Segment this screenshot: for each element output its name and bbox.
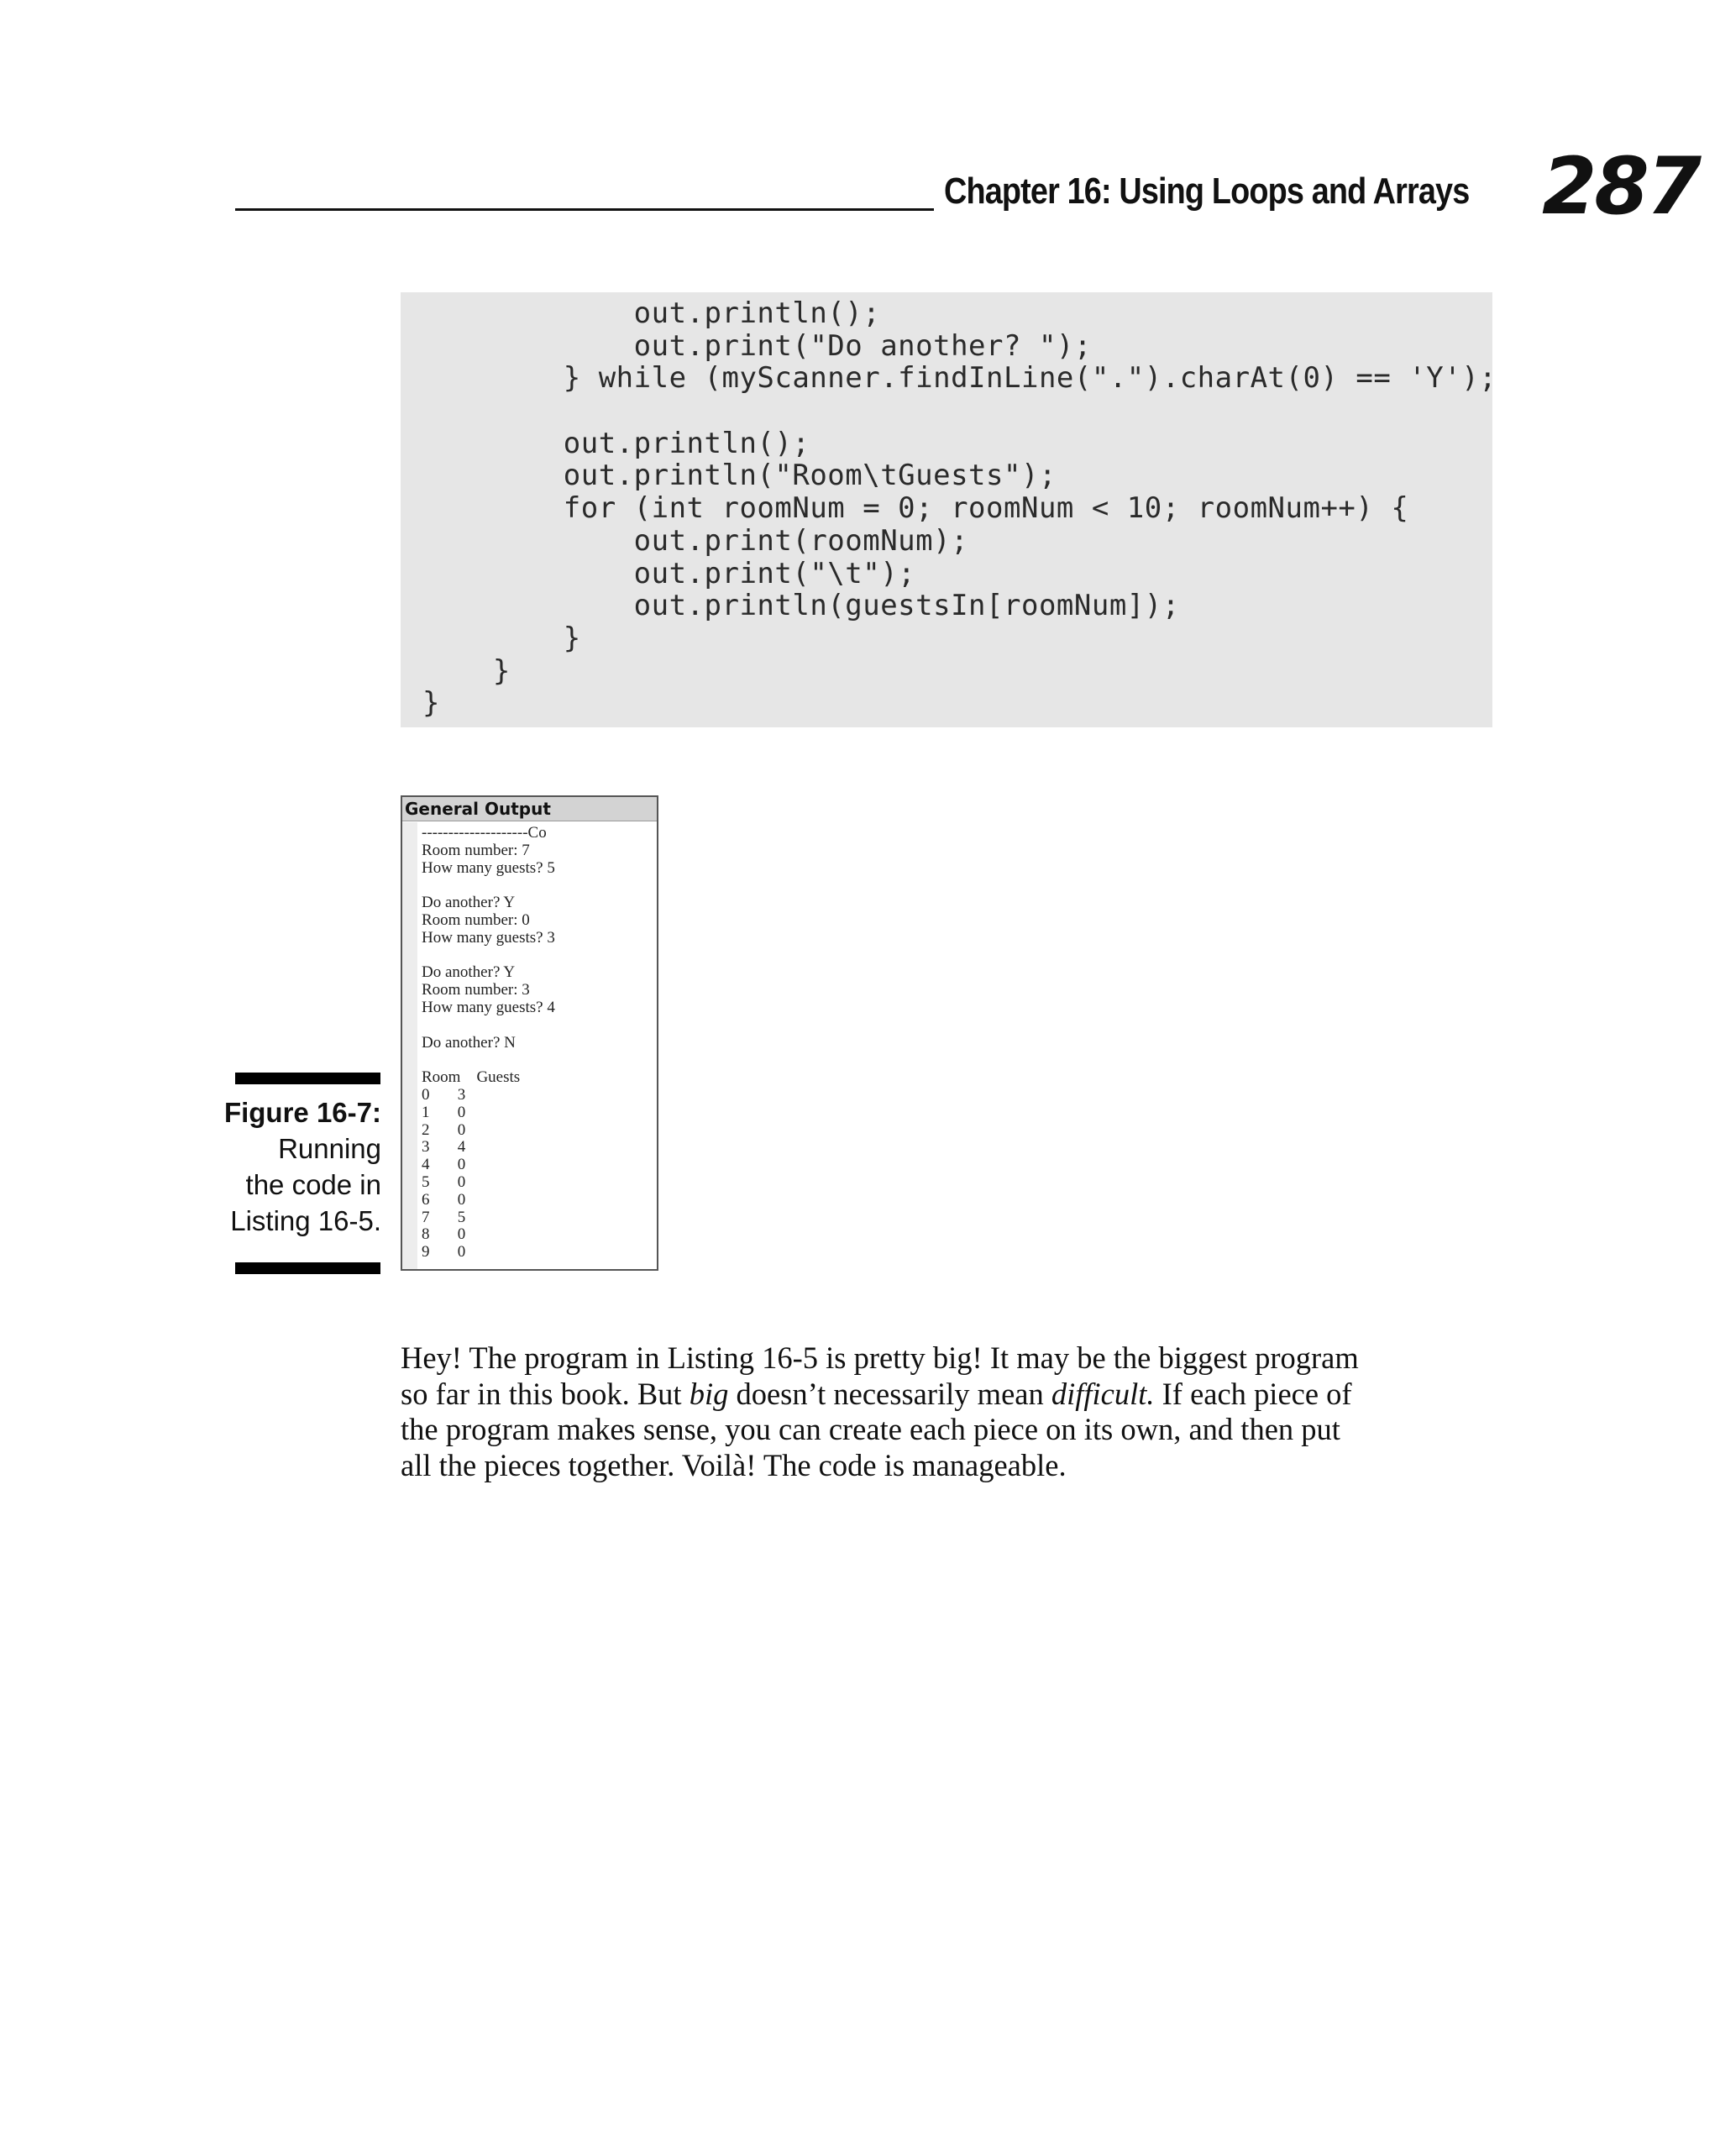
output-line: 4 0 bbox=[422, 1156, 466, 1174]
figure-caption-line: Running bbox=[278, 1133, 381, 1164]
body-text: the program makes sense, you can create each piece on its own, and then put bbox=[401, 1412, 1340, 1446]
output-line: --------------------Co bbox=[422, 824, 547, 842]
output-line: 0 3 bbox=[422, 1085, 466, 1104]
output-line bbox=[422, 1052, 658, 1069]
body-text: so far in this book. But bbox=[401, 1376, 690, 1411]
code-line: } while (myScanner.findInLine(".").charAt(0) == 'Y'); bbox=[422, 361, 1497, 396]
output-line bbox=[422, 877, 658, 894]
emphasis-big: big bbox=[689, 1376, 729, 1411]
code-line: out.println(); bbox=[422, 296, 881, 330]
output-line: How many guests? 4 bbox=[422, 998, 555, 1016]
output-line: How many guests? 5 bbox=[422, 858, 555, 877]
code-line: out.println("Room\tGuests"); bbox=[422, 459, 1057, 493]
figure-caption bbox=[220, 1094, 381, 1239]
output-line bbox=[422, 947, 658, 965]
code-line: out.print("\t"); bbox=[422, 556, 916, 590]
emphasis-difficult: difficult. bbox=[1051, 1376, 1155, 1411]
figure-caption-line: Listing 16-5. bbox=[230, 1205, 381, 1236]
code-line: out.println(); bbox=[422, 426, 810, 460]
output-line: 7 5 bbox=[422, 1208, 466, 1226]
body-text: all the pieces together. Voilà! The code is manageable. bbox=[401, 1447, 1067, 1482]
body-text: doesn’t necessarily mean bbox=[728, 1376, 1051, 1411]
output-line: Do another? Y bbox=[422, 963, 516, 982]
body-line bbox=[401, 1412, 1501, 1448]
output-line: Do another? Y bbox=[422, 894, 516, 912]
output-line: 6 0 bbox=[422, 1190, 466, 1209]
page-number: 287 bbox=[1542, 141, 1700, 233]
output-line: Room Guests bbox=[422, 1068, 521, 1087]
figure-caption-bottom-bar bbox=[235, 1262, 380, 1274]
body-line bbox=[401, 1377, 1501, 1413]
output-line: Room number: 3 bbox=[422, 981, 530, 999]
output-text bbox=[422, 825, 658, 1262]
code-line: out.print(roomNum); bbox=[422, 523, 969, 558]
code-line: out.print("Do another? "); bbox=[422, 328, 1092, 363]
output-window-title: General Output bbox=[402, 797, 657, 821]
body-text: Hey! The program in Listing 16-5 is pretty big! It may be the biggest program bbox=[401, 1340, 1359, 1375]
chapter-title: Chapter 16: Using Loops and Arrays bbox=[944, 170, 1470, 212]
output-line: 2 0 bbox=[422, 1120, 466, 1139]
output-line: Room number: 7 bbox=[422, 841, 530, 859]
code-line: out.println(guestsIn[roomNum]); bbox=[422, 589, 1180, 623]
output-line: How many guests? 3 bbox=[422, 928, 555, 947]
output-line: 3 4 bbox=[422, 1138, 466, 1157]
code-line: for (int roomNum = 0; roomNum < 10; roomNum++) { bbox=[422, 491, 1409, 526]
general-output-window bbox=[401, 795, 658, 1271]
output-gutter bbox=[402, 822, 417, 1269]
code-line bbox=[422, 395, 1492, 428]
header-rule bbox=[235, 208, 934, 211]
output-line bbox=[422, 1017, 658, 1035]
code-line: } bbox=[422, 686, 440, 721]
figure-label: Figure 16-7: bbox=[223, 1097, 381, 1128]
figure-caption-top-bar bbox=[235, 1073, 380, 1084]
code-line: } bbox=[422, 653, 511, 688]
body-paragraph bbox=[401, 1340, 1501, 1483]
output-line: Do another? N bbox=[422, 1033, 516, 1052]
output-line: 9 0 bbox=[422, 1243, 466, 1262]
figure-caption-line: the code in bbox=[245, 1169, 381, 1200]
output-console bbox=[402, 822, 657, 1269]
body-line bbox=[401, 1340, 1501, 1377]
output-line: 1 0 bbox=[422, 1103, 466, 1121]
output-line: Room number: 0 bbox=[422, 910, 530, 929]
body-line bbox=[401, 1448, 1501, 1484]
code-line: } bbox=[422, 621, 581, 655]
code-listing bbox=[401, 292, 1497, 727]
output-line: 5 0 bbox=[422, 1172, 466, 1191]
output-line: 8 0 bbox=[422, 1225, 466, 1244]
body-text: If each piece of bbox=[1154, 1376, 1352, 1411]
